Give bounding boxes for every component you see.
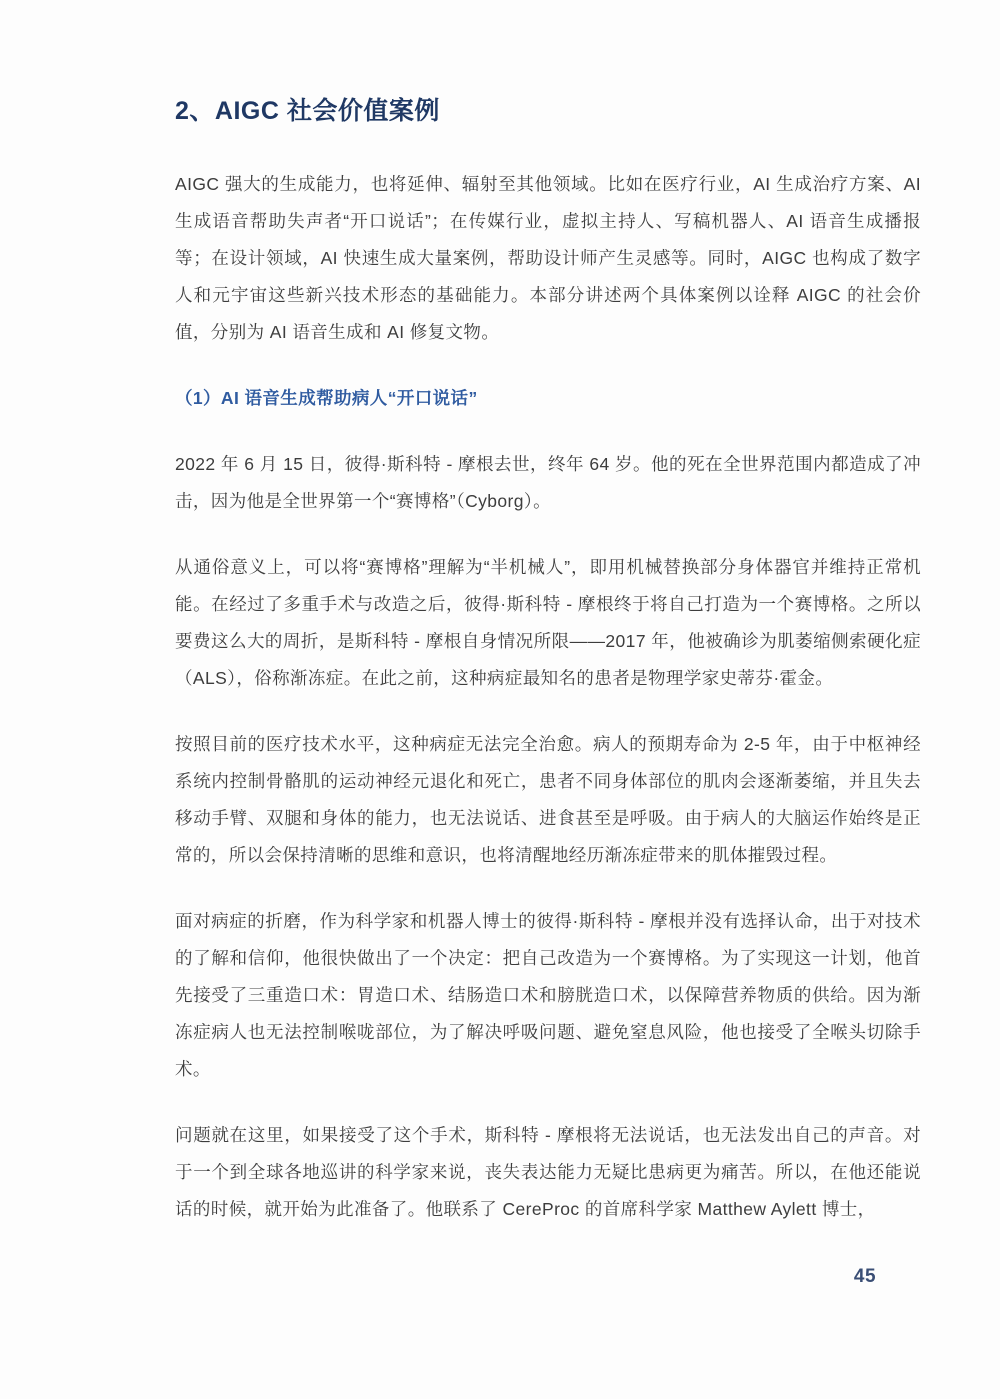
paragraph-surgeries: 面对病症的折磨，作为科学家和机器人博士的彼得·斯科特 - 摩根并没有选择认命，出于对技术的了解和信仰，他很快做出了一个决定：把自己改造为一个赛博格。为了实现这一计划，他首先接受了三重造口术：胃造口术、结肠造口术和膀胱造口术，以保障营养物质的供给。因为渐冻症病人也无法控制喉咙部位，为了解决呼吸问题、避免窒息风险，他也接受了全喉头切除手术。: [175, 911, 921, 1079]
intro-paragraph: AIGC 强大的生成能力，也将延伸、辐射至其他领域。比如在医疗行业，AI 生成治疗方案、AI 生成语音帮助失声者“开口说话”；在传媒行业，虚拟主持人、写稿机器人、AI 语音生成播报等；在设计领域，AI 快速生成大量案例，帮助设计师产生灵感等。同时，AIGC 也构成了数字人和元宇宙这些新兴技术形态的基础能力。本部分讲述两个具体案例以诠释 AIGC 的社会价值，分别为 AI 语音生成和 AI 修复文物。: [175, 174, 921, 342]
page-content: [175, 0, 921, 1228]
paragraph-als-prognosis: 按照目前的医疗技术水平，这种病症无法完全治愈。病人的预期寿命为 2-5 年，由于中枢神经系统内控制骨骼肌的运动神经元退化和死亡，患者不同身体部位的肌肉会逐渐萎缩，并且失去移动手臂、双腿和身体的能力，也无法说话、进食甚至是呼吸。由于病人的大脑运作始终是正常的，所以会保持清晰的思维和意识，也将清醒地经历渐冻症带来的肌体摧毁过程。: [175, 734, 921, 865]
paragraph-voice-loss: 问题就在这里，如果接受了这个手术，斯科特 - 摩根将无法说话，也无法发出自己的声音。对于一个到全球各地巡讲的科学家来说，丧失表达能力无疑比患病更为痛苦。所以，在他还能说话的时候，就开始为此准备了。他联系了 CereProc 的首席科学家 Matthew Aylett 博士，: [175, 1125, 921, 1219]
page-number: 45: [853, 1266, 877, 1287]
paragraph-cyborg-definition: 从通俗意义上，可以将“赛博格”理解为“半机械人”，即用机械替换部分身体器官并维持正常机能。在经过了多重手术与改造之后，彼得·斯科特 - 摩根终于将自己打造为一个赛博格。之所以要费这么大的周折，是斯科特 - 摩根自身情况所限——2017 年，他被确诊为肌萎缩侧索硬化症（ALS），俗称渐冻症。在此之前，这种病症最知名的患者是物理学家史蒂芬·霍金。: [175, 557, 921, 688]
paragraph-cyborg-death: 2022 年 6 月 15 日，彼得·斯科特 - 摩根去世，终年 64 岁。他的死在全世界范围内都造成了冲击，因为他是全世界第一个“赛博格”（Cyborg）。: [175, 454, 921, 511]
subsection-heading: （1）AI 语音生成帮助病人“开口说话”: [175, 388, 478, 408]
section-heading: 2、AIGC 社会价值案例: [175, 97, 440, 125]
